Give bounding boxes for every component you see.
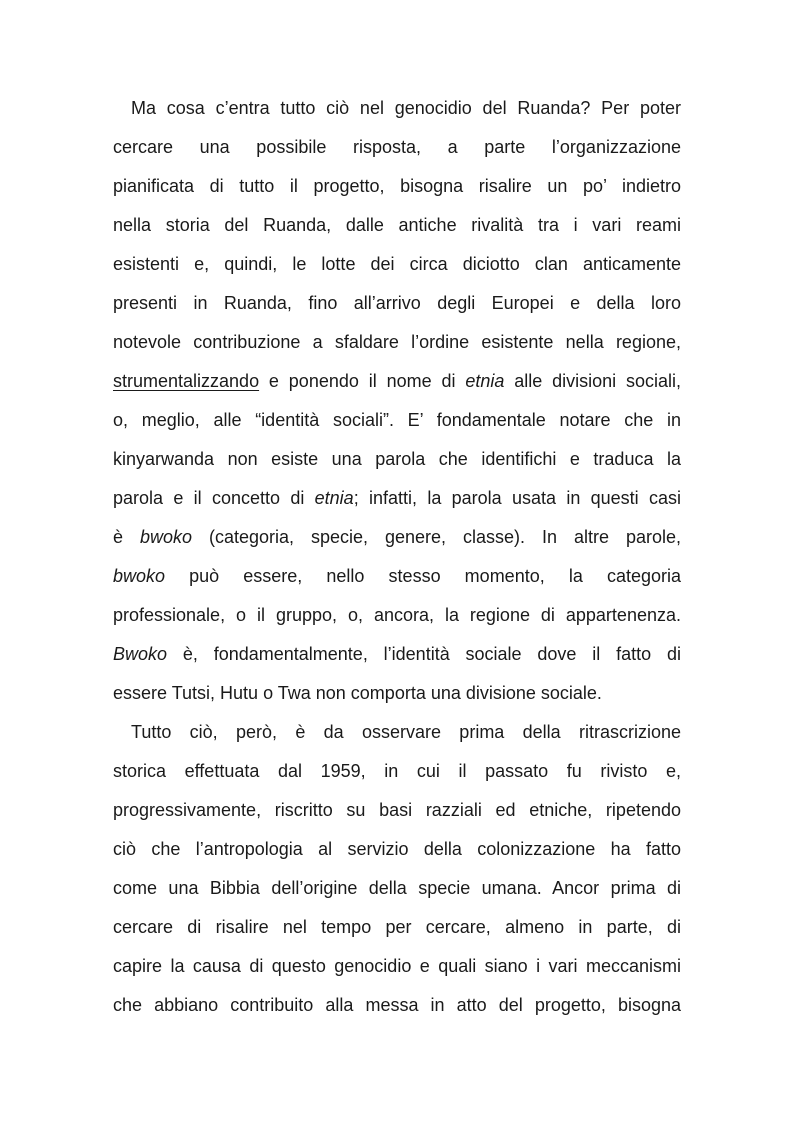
text-line — [113, 479, 681, 518]
text-line: capire la causa di questo genocidio e quali siano i vari meccanismi — [113, 956, 681, 976]
paragraph-2 — [113, 713, 681, 1025]
text-line: o, meglio, alle “identità sociali”. E’ fondamentale notare che in — [113, 410, 681, 430]
text-line: nella storia del Ruanda, dalle antiche rivalità tra i vari reami — [113, 215, 681, 235]
text-run: alle divisioni sociali, — [504, 371, 681, 391]
text-line — [113, 635, 681, 674]
text-line: pianificata di tutto il progetto, bisogna risalire un po’ indietro — [113, 176, 681, 196]
underlined-word: strumentalizzando — [113, 371, 260, 391]
text-line: cercare di risalire nel tempo per cercare, almeno in parte, di — [113, 917, 681, 937]
italic-word: bwoko — [139, 527, 193, 547]
document-body — [113, 89, 681, 1025]
text-run: e ponendo il nome di — [259, 371, 466, 391]
italic-word: bwoko — [113, 566, 166, 586]
text-line: storica effettuata dal 1959, in cui il passato fu rivisto e, — [113, 761, 681, 781]
text-line: che abbiano contribuito alla messa in atto del progetto, bisogna — [113, 995, 681, 1015]
italic-word: etnia — [314, 488, 354, 508]
text-run: può essere, nello stesso momento, la categoria — [165, 566, 681, 586]
text-line: Ma cosa c’entra tutto ciò nel genocidio del Ruanda? Per poter — [131, 98, 681, 118]
text-line — [113, 518, 681, 557]
text-line: Tutto ciò, però, è da osservare prima della ritrascrizione — [131, 722, 681, 742]
italic-word: etnia — [465, 371, 505, 391]
text-line: progressivamente, riscritto su basi razziali ed etniche, ripetendo — [113, 800, 681, 820]
text-run: (categoria, specie, genere, classe). In altre parole, — [192, 527, 681, 547]
italic-word: Bwoko — [113, 644, 168, 664]
text-line: professionale, o il gruppo, o, ancora, la regione di appartenenza. — [113, 605, 681, 625]
text-run: parola e il concetto di — [113, 488, 315, 508]
paragraph-1 — [113, 89, 681, 713]
text-line: essere Tutsi, Hutu o Twa non comporta una divisione sociale. — [113, 683, 602, 703]
text-line: esistenti e, quindi, le lotte dei circa diciotto clan anticamente — [113, 254, 681, 274]
text-line: notevole contribuzione a sfaldare l’ordine esistente nella regione, — [113, 332, 681, 352]
text-line: come una Bibbia dell’origine della specie umana. Ancor prima di — [113, 878, 681, 898]
text-line: cercare una possibile risposta, a parte l’organizzazione — [113, 137, 681, 157]
text-line — [113, 557, 681, 596]
text-run: ; infatti, la parola usata in questi casi — [353, 488, 681, 508]
text-line: kinyarwanda non esiste una parola che identifichi e traduca la — [113, 449, 681, 469]
text-run: è — [113, 527, 140, 547]
text-line: ciò che l’antropologia al servizio della colonizzazione ha fatto — [113, 839, 681, 859]
text-line: presenti in Ruanda, fino all’arrivo degli Europei e della loro — [113, 293, 681, 313]
text-run: è, fondamentalmente, l’identità sociale dove il fatto di — [167, 644, 681, 664]
text-line — [113, 362, 681, 401]
